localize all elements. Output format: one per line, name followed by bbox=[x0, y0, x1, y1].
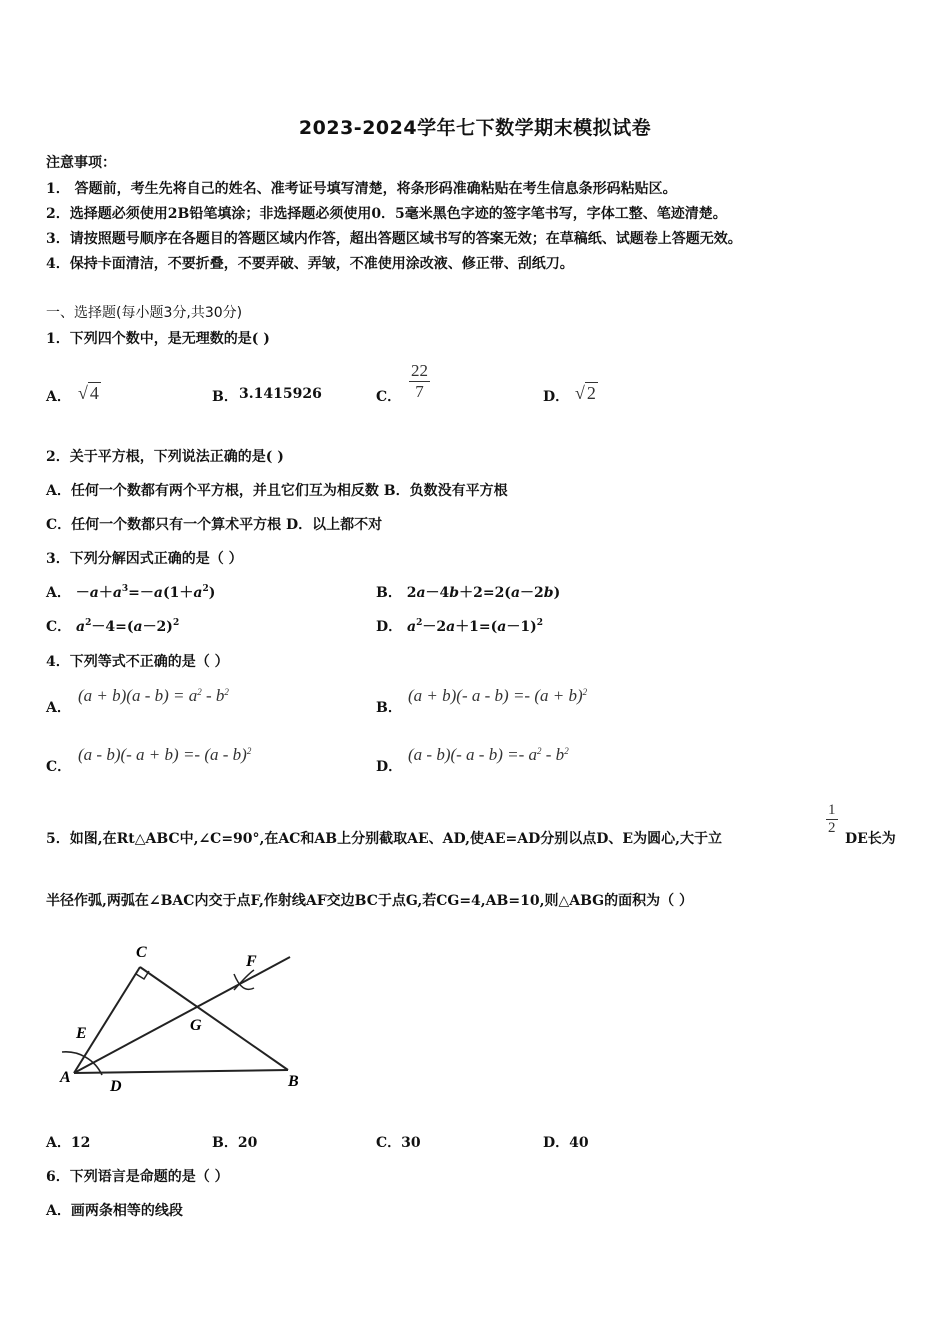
q4-choice-a-label: A． bbox=[46, 700, 71, 716]
q5-half-numerator: 1 bbox=[828, 802, 836, 818]
q3-c-label: C． bbox=[46, 619, 72, 635]
q4-choice-d-formula: (a - b)(- $a - b) =- a^2 - b^2$ bbox=[408, 745, 569, 764]
q1-choice-b-label: B． bbox=[212, 389, 238, 405]
q1-choice-b-value: 3.1415926 bbox=[239, 386, 322, 402]
q4-choice-a-formula: $(a + b)(a - b) = a^2 - b^2$ bbox=[78, 686, 229, 705]
q3-a-label: A． bbox=[46, 585, 71, 601]
q1-choice-a-label: A． bbox=[46, 389, 71, 405]
notice-item-2: 2．选择题必须使用2B铅笔填涂；非选择题必须使用0．5毫米黑色字迹的签字笔书写，字体工整、笔迹清楚。 bbox=[46, 206, 727, 222]
side-ac bbox=[74, 967, 140, 1073]
q4-stem: 4．下列等式不正确的是（ ） bbox=[46, 654, 229, 670]
q4-choice-b-formula: (a + b)(- $a - b) =- (a + b)^2$ bbox=[408, 686, 588, 705]
q5-choice-c: C．30 bbox=[376, 1135, 421, 1151]
q1-c-denominator: 7 bbox=[415, 382, 424, 401]
q5-stem-line2: 半径作弧,两弧在∠BAC内交于点F,作射线AF交边BC于点G,若CG=4,AB=10,则△ABG的面积为（ ） bbox=[46, 893, 693, 909]
q1-stem: 1．下列四个数中，是无理数的是( ) bbox=[46, 331, 270, 347]
q5-half-fraction bbox=[826, 802, 838, 837]
label-a: A bbox=[60, 1069, 71, 1086]
q3-b-label: B． bbox=[376, 585, 402, 601]
q5-triangle-figure bbox=[40, 930, 310, 1100]
q1-choice-a-value: √ 4 bbox=[78, 383, 99, 403]
q5-half-denominator: 2 bbox=[828, 820, 836, 836]
q1-choice-c-label: C． bbox=[376, 389, 402, 405]
q5-stem-part1: 5．如图,在Rt△ABC中,∠C=90°,在AC和AB上分别截取AE、AD,使AE=AD分别以点D、E为圆心,大于立 bbox=[46, 831, 722, 847]
q6-choice-a: A．画两条相等的线段 bbox=[46, 1203, 183, 1219]
section-heading: 一、选择题(每小题3分,共30分) bbox=[46, 305, 243, 321]
q3-stem: 3．下列分解因式正确的是（ ） bbox=[46, 551, 243, 567]
q1-choice-d-value: √ 2 bbox=[575, 383, 596, 403]
side-ab bbox=[74, 1070, 288, 1073]
q1-choice-c-fraction bbox=[409, 361, 430, 402]
page-title: 2023-2024学年七下数学期末模拟试卷 bbox=[298, 117, 652, 139]
q5-stem-part2: DE长为 bbox=[845, 831, 896, 847]
q3-d-label: D． bbox=[376, 619, 403, 635]
label-d: D bbox=[110, 1078, 122, 1095]
label-e: E bbox=[76, 1025, 87, 1042]
q4-choice-c-formula: (a - b)(- a + b) =- (a - b)$^2$ bbox=[78, 745, 252, 764]
q1-choice-d-label: D． bbox=[543, 389, 570, 405]
q6-stem: 6．下列语言是命题的是（ ） bbox=[46, 1169, 229, 1185]
label-f: F bbox=[246, 953, 257, 970]
q1-a-radicand: 4 bbox=[89, 383, 99, 403]
q4-choice-d-label: D． bbox=[376, 759, 403, 775]
q5-choice-d: D．40 bbox=[543, 1135, 589, 1151]
q5-choice-b: B．20 bbox=[212, 1135, 258, 1151]
q2-choices-ab: A．任何一个数都有两个平方根，并且它们互为相反数 B．负数没有平方根 bbox=[46, 483, 508, 499]
notice-item-4: 4．保持卡面清洁，不要折叠，不要弄破、弄皱，不准使用涂改液、修正带、刮纸刀。 bbox=[46, 256, 574, 272]
notice-item-3: 3．请按照题号顺序在各题目的答题区域内作答，超出答题区域书写的答案无效；在草稿纸、试题卷上答题无效。 bbox=[46, 231, 742, 247]
q3-choice-a: A． $-a+a^3=-a(1+a^2)$ bbox=[46, 584, 216, 601]
q3-choice-d: D． $a^2-2a+1=(a-1)^2$ bbox=[376, 618, 544, 635]
q1-d-radicand: 2 bbox=[586, 383, 596, 403]
q3-choice-b: B． 2a－4b＋2=2(a－2b) bbox=[376, 585, 561, 601]
notice-item-1: 1． 答题前，考生先将自己的姓名、准考证号填写清楚，将条形码准确粘贴在考生信息条形码粘贴区。 bbox=[46, 181, 677, 197]
label-b: B bbox=[288, 1073, 299, 1090]
q3-choice-c: C． $a^2-4=(a-2)^2$ bbox=[46, 618, 180, 635]
q5-choice-a: A．12 bbox=[46, 1135, 91, 1151]
label-g: G bbox=[190, 1017, 202, 1034]
label-c: C bbox=[136, 944, 147, 961]
q1-c-numerator: 22 bbox=[411, 361, 428, 380]
q4-choice-b-label: B． bbox=[376, 700, 402, 716]
side-cb bbox=[140, 967, 288, 1070]
q2-choices-cd: C．任何一个数都只有一个算术平方根 D．以上都不对 bbox=[46, 517, 383, 533]
q2-stem: 2．关于平方根，下列说法正确的是( ) bbox=[46, 449, 284, 465]
notice-heading: 注意事项： bbox=[46, 155, 116, 171]
ray-af bbox=[74, 957, 290, 1073]
q4-choice-c-label: C． bbox=[46, 759, 72, 775]
